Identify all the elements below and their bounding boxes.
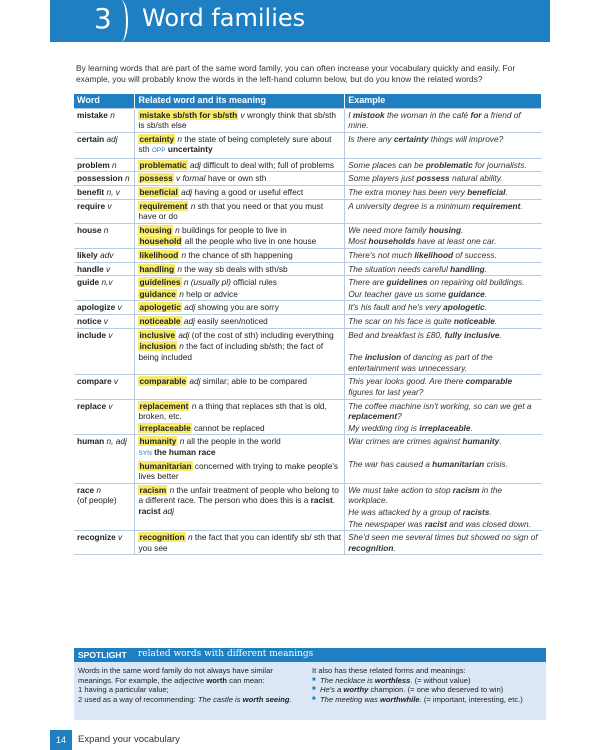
spotlight-example: The castle is [197,694,241,704]
col-word: Word [74,94,135,108]
word-families-table [74,94,542,555]
table-row: certain adj certainty n the state of being completely sure about sth OPP uncertainty Is there any certainty things will improve? [74,132,542,158]
chapter-divider [114,0,128,42]
list-item: ■ He's a worthy champion. (= one who deserved to win) [312,685,542,695]
table-row: possession n possess v formal have or own sth Some players just possess natural ability. [74,172,542,186]
list-item: ■ The necklace is worthless. (= without value) [312,676,542,686]
table-row: human n, adj humanity n all the people in the world SYN the human race humanitarian concerned with trying to make people's lives better War crimes are crimes against humanity. The war has caused a humanitarian crisis. [74,435,542,483]
spotlight-right-intro: It also has these related forms and meanings: [312,666,466,675]
spotlight-left-text-2: can mean: [229,675,265,685]
chapter-title: Word families [142,4,306,32]
intro-text: By learning words that are part of the same word family, you can often increase your vocabulary quickly and easily. For example, you will probably know the words in the left-hand column below, but do you know the related words? [76,63,516,84]
table-row: benefit n, v beneficial adj having a good or useful effect The extra money has been very beneficial. [74,186,542,200]
table-row: replace v replacement n a thing that replaces sth that is old, broken, etc. irreplaceable cannot be replaced The coffee machine isn't working, so can we get a replacement? My wedding ring is irreplaceable. [74,399,542,435]
spotlight-example-bold: worth seeing [242,694,290,704]
chapter-header [50,0,550,42]
table-row: apologize v apologetic adj showing you are sorry It's his fault and he's very apologetic. [74,301,542,315]
table-row: handle v handling n the way sb deals with sth/sb The situation needs careful handling. [74,262,542,276]
table-row: recognize v recognition n the fact that you can identify sb/ sth that you see She'd seen me several times but showed no sign of recognition. [74,531,542,555]
spotlight-tag: SPOTLIGHT [78,650,127,660]
table-row: race n (of people) racism n the unfair treatment of people who belong to a different race. The person who does this is a racist. racist adj We must take action to stop racism in the workplace. He was attacked by a group of racists. The newspaper was racist and was closed down. [74,483,542,530]
spotlight-left-text: Words in the same word family do not always have similar meanings. For example, the adjective [78,666,273,685]
table-row: require v requirement n sth that you need or that you must have or do A university degree is a minimum requirement. [74,199,542,223]
table-row: likely adv likelihood n the chance of sth happening There's not much likelihood of success. [74,249,542,263]
spotlight-right [312,666,542,704]
list-item: ■ The meeting was worthwhile. (= important, interesting, etc.) [312,695,542,705]
table-row: guide n,v guidelines n (usually pl) official rules guidance n help or advice There are guidelines on repairing old buildings. Our teacher gave us some guidance. [74,276,542,301]
page-footer [50,730,550,750]
col-example: Example [345,94,542,108]
table-row: mistake n mistake sb/sth for sb/sth v wrongly think that sb/sth is sb/sth else I mistook the woman in the café for a friend of mine. [74,108,542,132]
page-number: 14 [50,730,72,750]
spotlight-subtitle: related words with different meanings [138,649,314,659]
table-row: house n housing n buildings for people to live in household all the people who live in one house We need more family housing. Most households have at least one car. [74,223,542,248]
spotlight-left: Words in the same word family do not always have similar meanings. For example, the adjective worth can mean: 1 having a particular value; 2 used as a way of recommending: The castle is worth seeing. [78,666,292,704]
spotlight-meaning-1: 1 having a particular value; [78,685,169,695]
spotlight-box [74,648,546,720]
table-row: problem n problematic adj difficult to deal with; full of problems Some places can be problematic for journalists. [74,158,542,172]
spotlight-meaning-2: 2 used as a way of recommending: [78,694,196,704]
table-row: include v inclusive adj (of the cost of sth) including everything inclusion n the fact of including sb/sth; the fact of being included Bed and breakfast is £80, fully inclusive. The inclusion of dancing as part of the entertainment was unnecessary. [74,328,542,375]
spotlight-keyword: worth [206,675,228,685]
chapter-number: 3 [94,2,112,35]
table-header-row [74,94,542,108]
table-row: notice v noticeable adj easily seen/noticed The scar on his face is quite noticeable. [74,315,542,329]
col-related: Related word and its meaning [135,94,345,108]
footer-title: Expand your vocabulary [78,734,180,745]
table-row: compare v comparable adj similar; able to be compared This year looks good. Are there comparable figures for last year? [74,375,542,399]
spotlight-header [74,648,546,662]
